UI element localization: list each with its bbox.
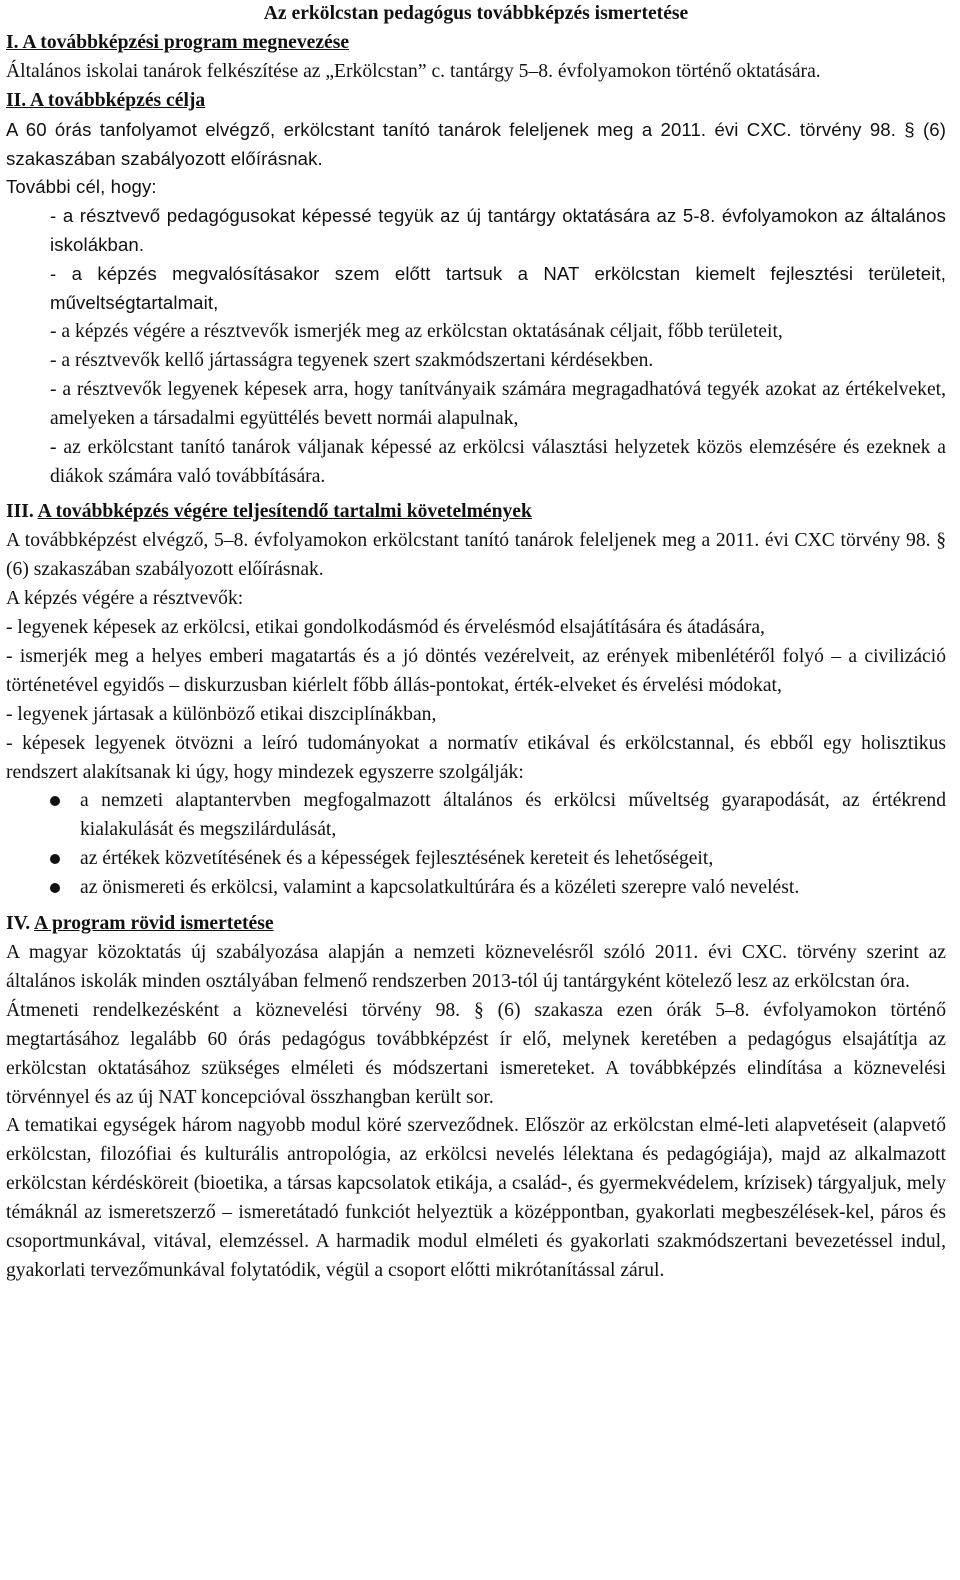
bullet-list-item — [6, 845, 946, 874]
section-3-item: - képesek legyenek ötvözni a leíró tudományokat a normatív etikával és erkölcstannal, és ebből egy holisztikus rendszert alakítsanak ki úgy, hogy mindezek egyszerre szolgálják: — [6, 732, 946, 783]
bullet-text: az értékek közvetítésének és a képességek fejlesztésének kereteit és lehetőségeit, — [80, 848, 714, 870]
section-4-paragraph: A tematikai egységek három nagyobb modul köré szerveződnek. Először az erkölcstan elmé-leti alapvetéseit (alapvető erkölcstan, filozófiai és kulturális antropológia, az erkölcsi nevelés lélektana és pedagógiája), majd az alkalmazott erkölcstan kérdésköreit (bioetika, a társas kapcsolatok etikája, a család-, és gyermekvédelem, krízisek) tárgyaljuk, mely témáknál az ismeretszerző – ismeretátadó funkciót helyeztük a középpontban, gyakorlati megbeszélések-kel, páros és csoportmunkával, vitával, elemzéssel. A harmadik modul elméleti és gyakorlati szakmódszertani bevezetéssel indul, gyakorlati tervezőmunkával folytatódik, végül a csoport előtti mikrótanítással zárul. — [6, 1115, 946, 1281]
section-2-item: - a képzés végére a résztvevők ismerjék meg az erkölcstan oktatásának céljait, főbb területeit, — [50, 320, 783, 342]
bullet-icon — [50, 883, 60, 893]
section-2-item: - a képzés megvalósításakor szem előtt tartsuk a NAT erkölcstan kiemelt fejlesztési területeit, műveltségtartalmait, — [50, 263, 946, 314]
section-3-item: - ismerjék meg a helyes emberi magatartás és a jó döntés vezérelveit, az erények mibenlétéről folyó – a civilizáció történetével egyidős – diskurzusban kiérlelt főbb állás-pontokat, érték-elveket és érvelési módokat, — [6, 645, 946, 696]
section-4-paragraph: Átmeneti rendelkezésként a köznevelési törvény 98. § (6) szakasza ezen órák 5–8. évfolyamokon történő megtartásához legalább 60 órás pedagógus továbbképzést ír elő, melynek keretében a pedagógus elsajátítja az erkölcstan oktatásához szükséges elméleti és módszertani ismereteket. A továbbképzés elindítása a köznevelési törvénnyel és az új NAT koncepcióval összhangban került sor. — [6, 999, 946, 1108]
section-2-text: A 60 órás tanfolyamot elvégző, erkölcstant tanító tanárok feleljenek meg a 2011. évi CXC. törvény 98. § (6) szakaszában szabályozott előírásnak. — [6, 118, 946, 169]
bullet-text: a nemzeti alaptantervben megfogalmazott általános és erkölcsi műveltség gyarapodását, az értékrend kialakulását és megszilárdulását, — [80, 790, 946, 841]
section-3-intro: A képzés végére a résztvevők: — [6, 588, 244, 610]
section-2-item: - a résztvevők kellő jártasságra tegyenek szert szakmódszertani kérdésekben. — [50, 349, 654, 371]
section-3-heading-number: III. — [6, 501, 34, 523]
bullet-icon — [50, 796, 60, 806]
section-3-item: - legyenek jártasak a különböző etikai diszciplínákban, — [6, 703, 437, 725]
section-2-intro: További cél, hogy: — [6, 176, 157, 198]
section-4-heading-text: A program rövid ismertetése — [33, 913, 274, 935]
bullet-list-item — [6, 787, 946, 845]
section-4-paragraph: A magyar közoktatás új szabályozása alapján a nemzeti köznevelésről szóló 2011. évi CXC. törvény szerint az általános iskolák minden osztályában felmenő rendszerben 2013-tól új tantárgyként kötelező lesz az erkölcstan óra. — [6, 942, 946, 992]
section-4-heading — [6, 910, 946, 939]
bullet-text: az önismereti és erkölcsi, valamint a kapcsolatkultúrára és a közéleti szerepre való nevelést. — [80, 877, 800, 899]
document-title: Az erkölcstan pedagógus továbbképzés ismertetése — [263, 3, 689, 24]
section-3-bullet-list — [6, 787, 946, 903]
section-4-heading-number: IV. — [6, 913, 31, 935]
section-2-heading: II. A továbbképzés célja — [6, 89, 206, 111]
section-3-item: - legyenek képesek az erkölcsi, etikai gondolkodásmód és érvelésmód elsajátítására és átadására, — [6, 617, 765, 639]
section-3-text: A továbbképzést elvégző, 5–8. évfolyamokon erkölcstant tanító tanárok feleljenek meg a 2011. évi CXC törvény 98. § (6) szakaszában szabályozott előírásnak. — [6, 530, 946, 581]
section-2-item: - a résztvevők legyenek képesek arra, hogy tanítványaik számára megragadhatóvá tegyék azokat az értékelveket, amelyeken a társadalmi együttélés bevett normái alapulnak, — [50, 378, 946, 429]
section-1-heading: I. A továbbképzési program megnevezése — [6, 31, 350, 53]
section-2-item: - az erkölcstant tanító tanárok váljanak képessé az erkölcsi választási helyzetek közös elemzésére és ezeknek a diákok számára való továbbítására. — [50, 436, 946, 487]
section-2-item: - a résztvevő pedagógusokat képessé tegyük az új tantárgy oktatására az 5-8. évfolyamokon az általános iskolákban. — [50, 205, 946, 256]
section-1-text: Általános iskolai tanárok felkészítése az „Erkölcstan” c. tantárgy 5–8. évfolyamokon történő oktatására. — [6, 60, 821, 82]
section-3-heading-text: A továbbképzés végére teljesítendő tartalmi követelmények — [37, 501, 532, 523]
bullet-list-item — [6, 874, 946, 903]
section-3-heading — [6, 498, 946, 527]
bullet-icon — [50, 854, 60, 864]
